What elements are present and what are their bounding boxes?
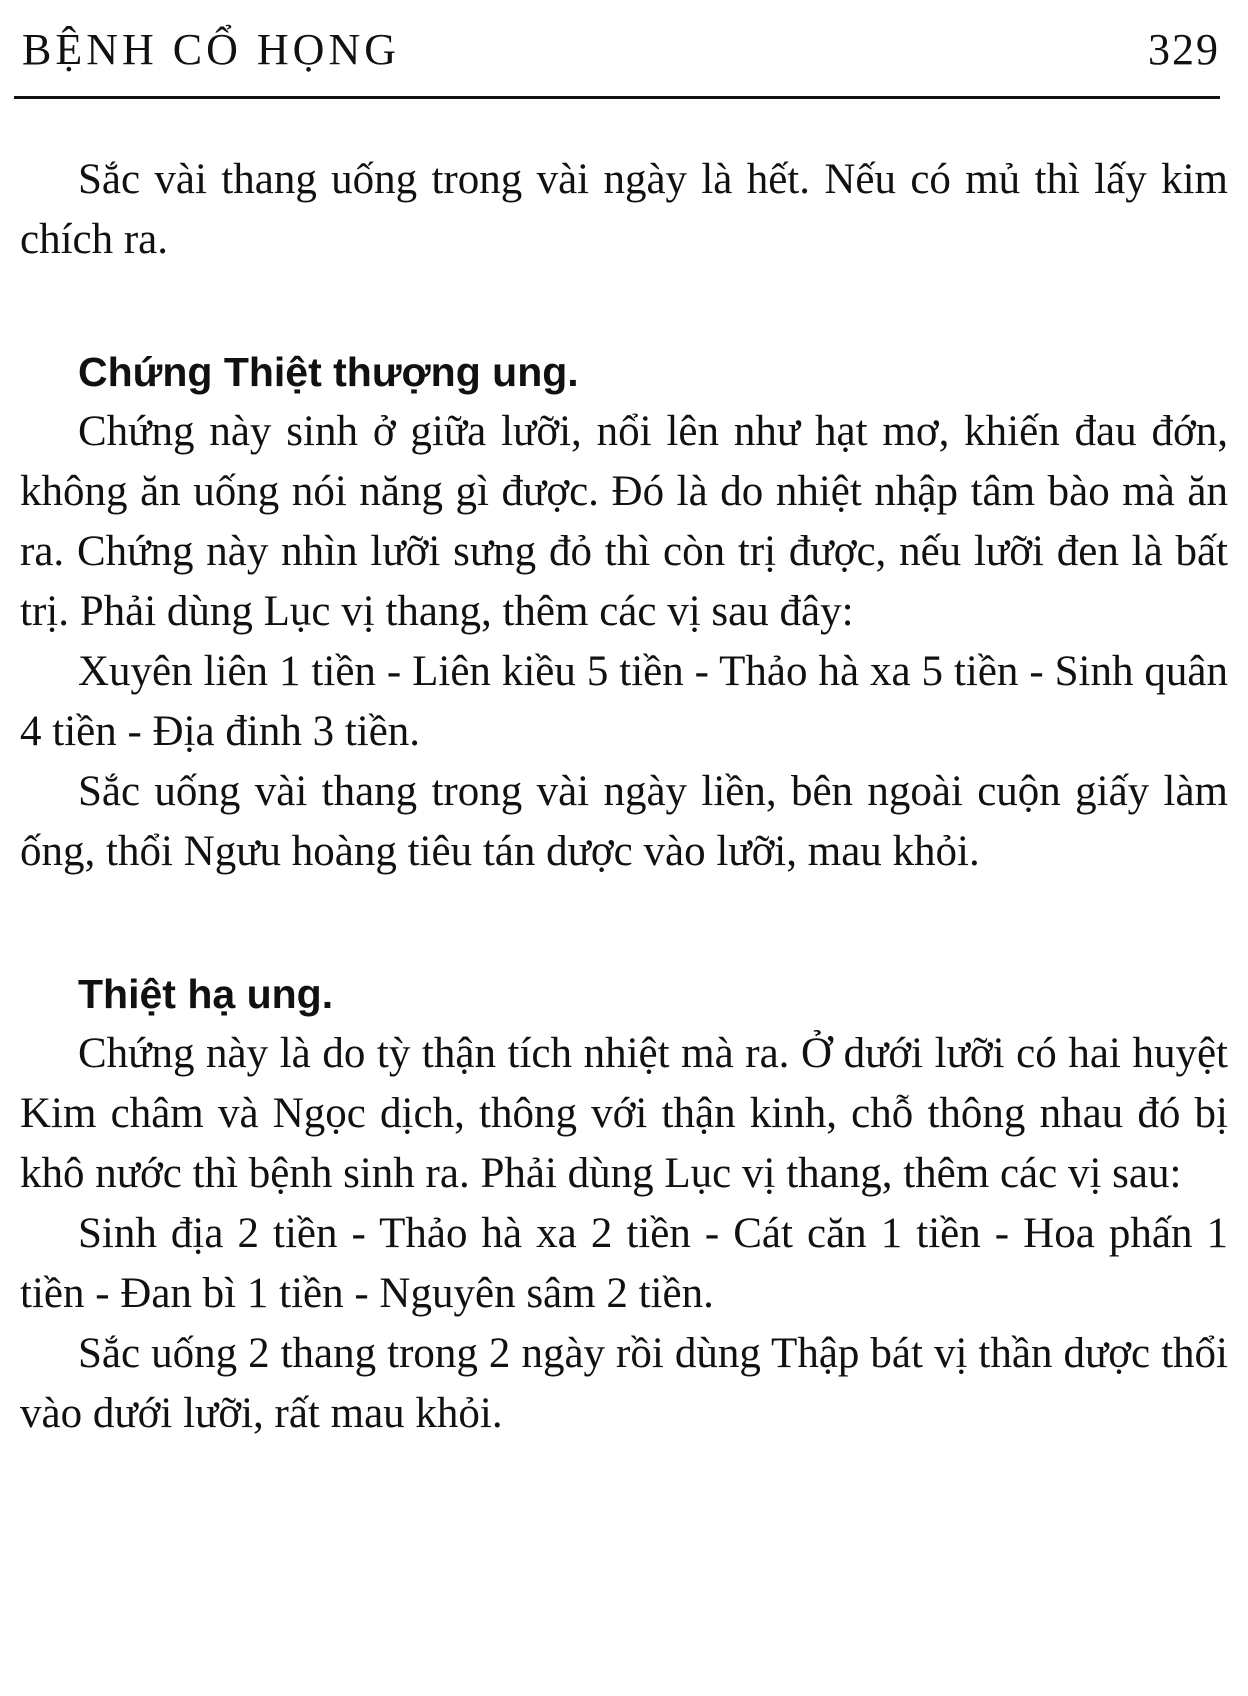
section-2-paragraph-usage: Sắc uống 2 thang trong 2 ngày rồi dùng Thập bát vị thần dược thổi vào dưới lưỡi, rất mau khỏi. [20, 1330, 1228, 1437]
running-head [22, 22, 1220, 78]
running-title: BỆNH CỔ HỌNG [22, 25, 400, 74]
section-2-paragraph-ingredients: Sinh địa 2 tiền - Thảo hà xa 2 tiền - Cát căn 1 tiền - Hoa phấn 1 tiền - Đan bì 1 tiền - Nguyên sâm 2 tiền. [20, 1210, 1228, 1317]
section-heading-thiet-ha-ung: Thiệt hạ ung. [78, 971, 334, 1017]
section-heading-thiet-thuong-ung: Chứng Thiệt thượng ung. [78, 349, 579, 395]
page-number: 329 [1148, 25, 1220, 74]
section-1-paragraph-description: Chứng này sinh ở giữa lưỡi, nổi lên như hạt mơ, khiến đau đớn, không ăn uống nói năng gì được. Đó là do nhiệt nhập tâm bào mà ăn ra. Chứng này nhìn lưỡi sưng đỏ thì còn trị được, nếu lưỡi đen là bất trị. Phải dùng Lục vị thang, thêm các vị sau đây: [20, 408, 1228, 635]
intro-paragraph: Sắc vài thang uống trong vài ngày là hết. Nếu có mủ thì lấy kim chích ra. [20, 156, 1228, 263]
section-2-paragraph-description: Chứng này là do tỳ thận tích nhiệt mà ra. Ở dưới lưỡi có hai huyệt Kim châm và Ngọc dịch, thông với thận kinh, chỗ thông nhau đó bị khô nước thì bệnh sinh ra. Phải dùng Lục vị thang, thêm các vị sau: [20, 1030, 1228, 1197]
section-1-paragraph-usage: Sắc uống vài thang trong vài ngày liền, bên ngoài cuộn giấy làm ống, thổi Ngưu hoàng tiêu tán dược vào lưỡi, mau khỏi. [20, 768, 1228, 875]
section-1-paragraph-ingredients: Xuyên liên 1 tiền - Liên kiều 5 tiền - Thảo hà xa 5 tiền - Sinh quân 4 tiền - Địa đinh 3 tiền. [20, 648, 1228, 755]
body-text [20, 150, 1228, 1444]
header-rule [14, 96, 1220, 99]
